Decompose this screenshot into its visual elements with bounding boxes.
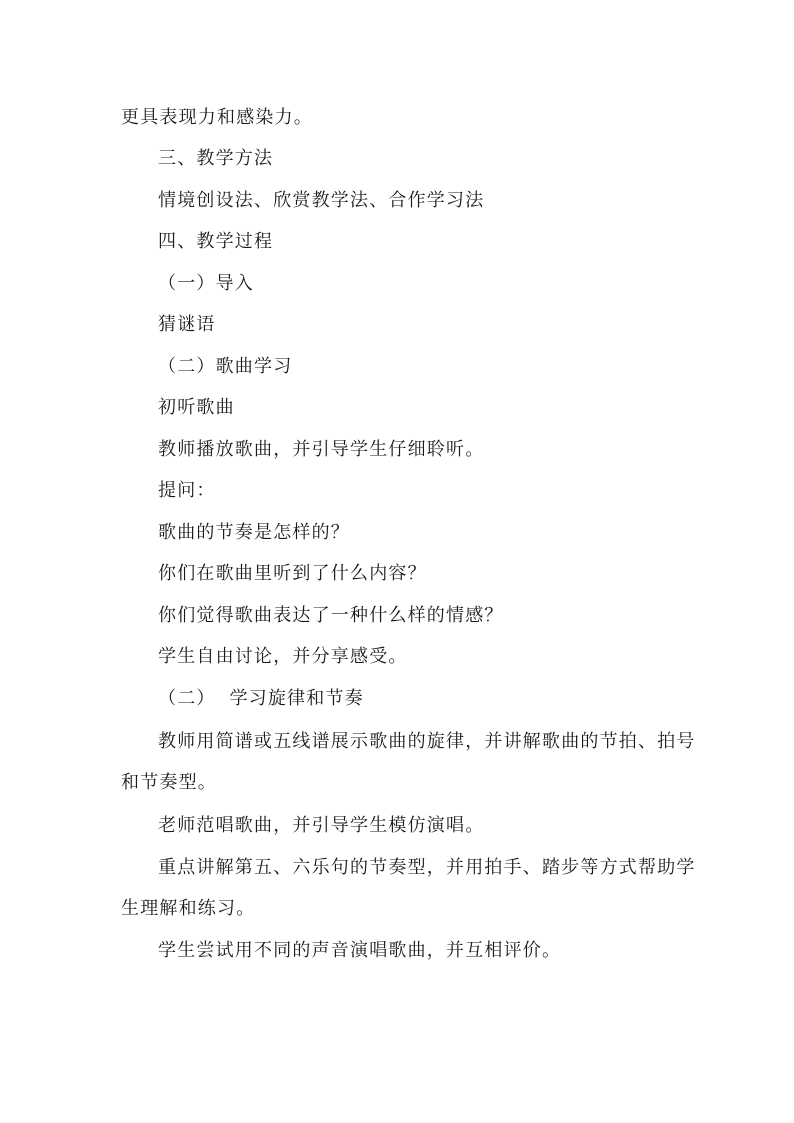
section-heading-teaching-process: 四、教学过程 <box>158 231 274 252</box>
section-heading-teaching-methods: 三、教学方法 <box>158 148 274 169</box>
text-line: 更具表现力和感染力。 <box>121 107 313 128</box>
text-line: 教师用简谱或五线谱展示歌曲的旋律，并讲解歌曲的节拍、拍号 <box>158 731 696 752</box>
text-line: 教师播放歌曲，并引导学生仔细聆听。 <box>158 439 485 460</box>
question-line: 歌曲的节奏是怎样的？ <box>158 522 350 543</box>
question-line: 你们觉得歌曲表达了一种什么样的情感？ <box>158 605 504 626</box>
text-line: 生理解和练习。 <box>121 898 256 919</box>
text-line: 初听歌曲 <box>158 397 235 418</box>
text-line: 老师范唱歌曲，并引导学生模仿演唱。 <box>158 815 485 836</box>
text-line: 提问： <box>158 480 216 501</box>
text-line: 猜谜语 <box>158 314 216 335</box>
subsection-heading-melody-rhythm: （二） 学习旋律和节奏 <box>158 688 364 709</box>
text-line: 情境创设法、欣赏教学法、合作学习法 <box>158 190 485 211</box>
subsection-heading-intro: （一）导入 <box>158 273 254 294</box>
text-line: 重点讲解第五、六乐句的节奏型，并用拍手、踏步等方式帮助学 <box>158 857 696 878</box>
question-line: 你们在歌曲里听到了什么内容？ <box>158 563 427 584</box>
text-line: 和节奏型。 <box>121 772 217 793</box>
subsection-heading-song-learning: （二）歌曲学习 <box>158 356 293 377</box>
text-line: 学生尝试用不同的声音演唱歌曲，并互相评价。 <box>158 940 562 961</box>
text-line: 学生自由讨论，并分享感受。 <box>158 646 408 667</box>
